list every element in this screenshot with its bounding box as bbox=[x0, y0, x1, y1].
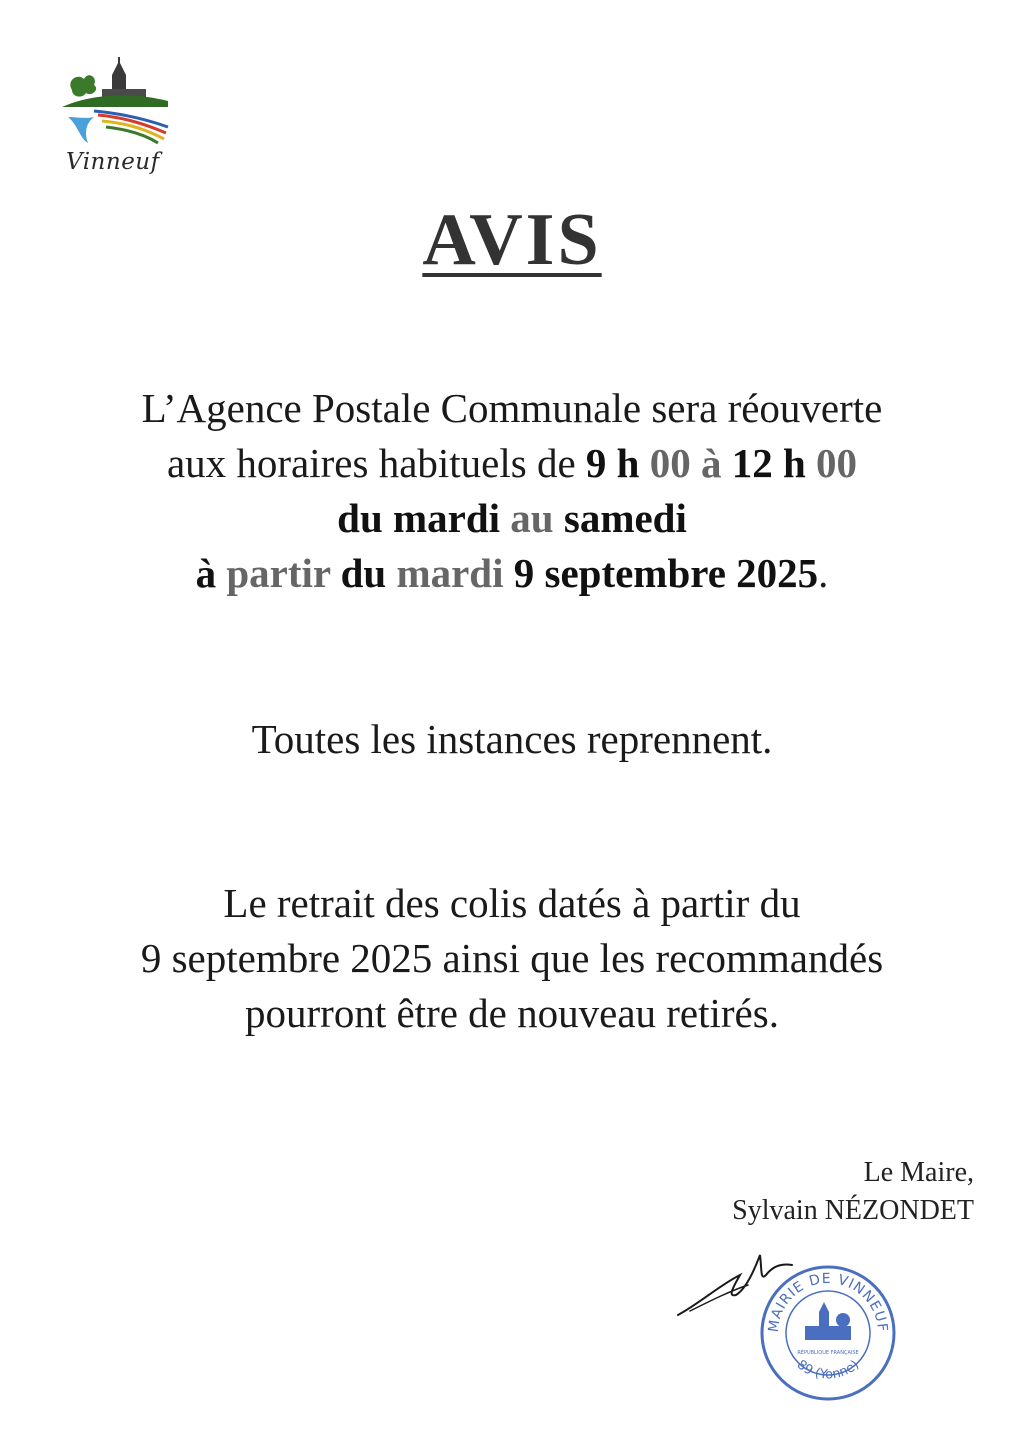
retrait-line-2: 9 septembre 2025 ainsi que les recommandés bbox=[140, 935, 884, 981]
logo-text: Vinneuf bbox=[66, 149, 160, 175]
retrait-line-1: Le retrait des colis datés à partir du bbox=[223, 880, 801, 926]
line3-a: du mardi bbox=[337, 495, 511, 541]
title-text: AVIS bbox=[422, 199, 602, 281]
page-title bbox=[0, 198, 1024, 283]
logo-emblem-icon bbox=[58, 55, 178, 155]
signatory-block bbox=[732, 1154, 974, 1230]
line4-e: 9 septembre 2025 bbox=[513, 550, 819, 596]
line3-b: au bbox=[510, 495, 564, 541]
instances-notice bbox=[0, 712, 1024, 767]
stamp-small-text: RÉPUBLIQUE FRANÇAISE bbox=[797, 1350, 859, 1356]
vinneuf-logo bbox=[58, 55, 178, 180]
retrait-notice bbox=[0, 876, 1024, 1041]
notice-line-2 bbox=[0, 436, 1024, 491]
signatory-role: Le Maire, bbox=[863, 1157, 974, 1188]
retrait-line-3: pourront être de nouveau retirés. bbox=[245, 990, 779, 1036]
line4-f: . bbox=[818, 550, 829, 596]
signatory-name: Sylvain NÉZONDET bbox=[732, 1195, 974, 1226]
official-stamp-icon bbox=[757, 1262, 899, 1404]
notice-line-1: L’Agence Postale Communale sera réouverte bbox=[141, 385, 883, 431]
stamp-bottom-text: 89 (Yonne) bbox=[793, 1357, 863, 1383]
line3-c: samedi bbox=[563, 495, 687, 541]
line4-d: mardi bbox=[396, 550, 514, 596]
stamp-top-text: MAIRIE DE VINNEUF bbox=[765, 1270, 891, 1334]
line4-a: à bbox=[195, 550, 227, 596]
time-d: 00 bbox=[816, 440, 858, 486]
line4-c: du bbox=[340, 550, 397, 596]
time-b: 00 à bbox=[649, 440, 732, 486]
time-c: 12 h bbox=[731, 440, 817, 486]
notice-line-2-prefix: aux horaires habituels de bbox=[166, 440, 586, 486]
instances-line: Toutes les instances reprennent. bbox=[251, 716, 773, 762]
time-a: 9 h bbox=[585, 440, 650, 486]
main-notice bbox=[0, 381, 1024, 601]
notice-line-3 bbox=[0, 491, 1024, 546]
notice-line-4 bbox=[0, 546, 1024, 601]
svg-text:89 (Yonne) bbox=[794, 1357, 862, 1382]
line4-b: partir bbox=[226, 550, 341, 596]
